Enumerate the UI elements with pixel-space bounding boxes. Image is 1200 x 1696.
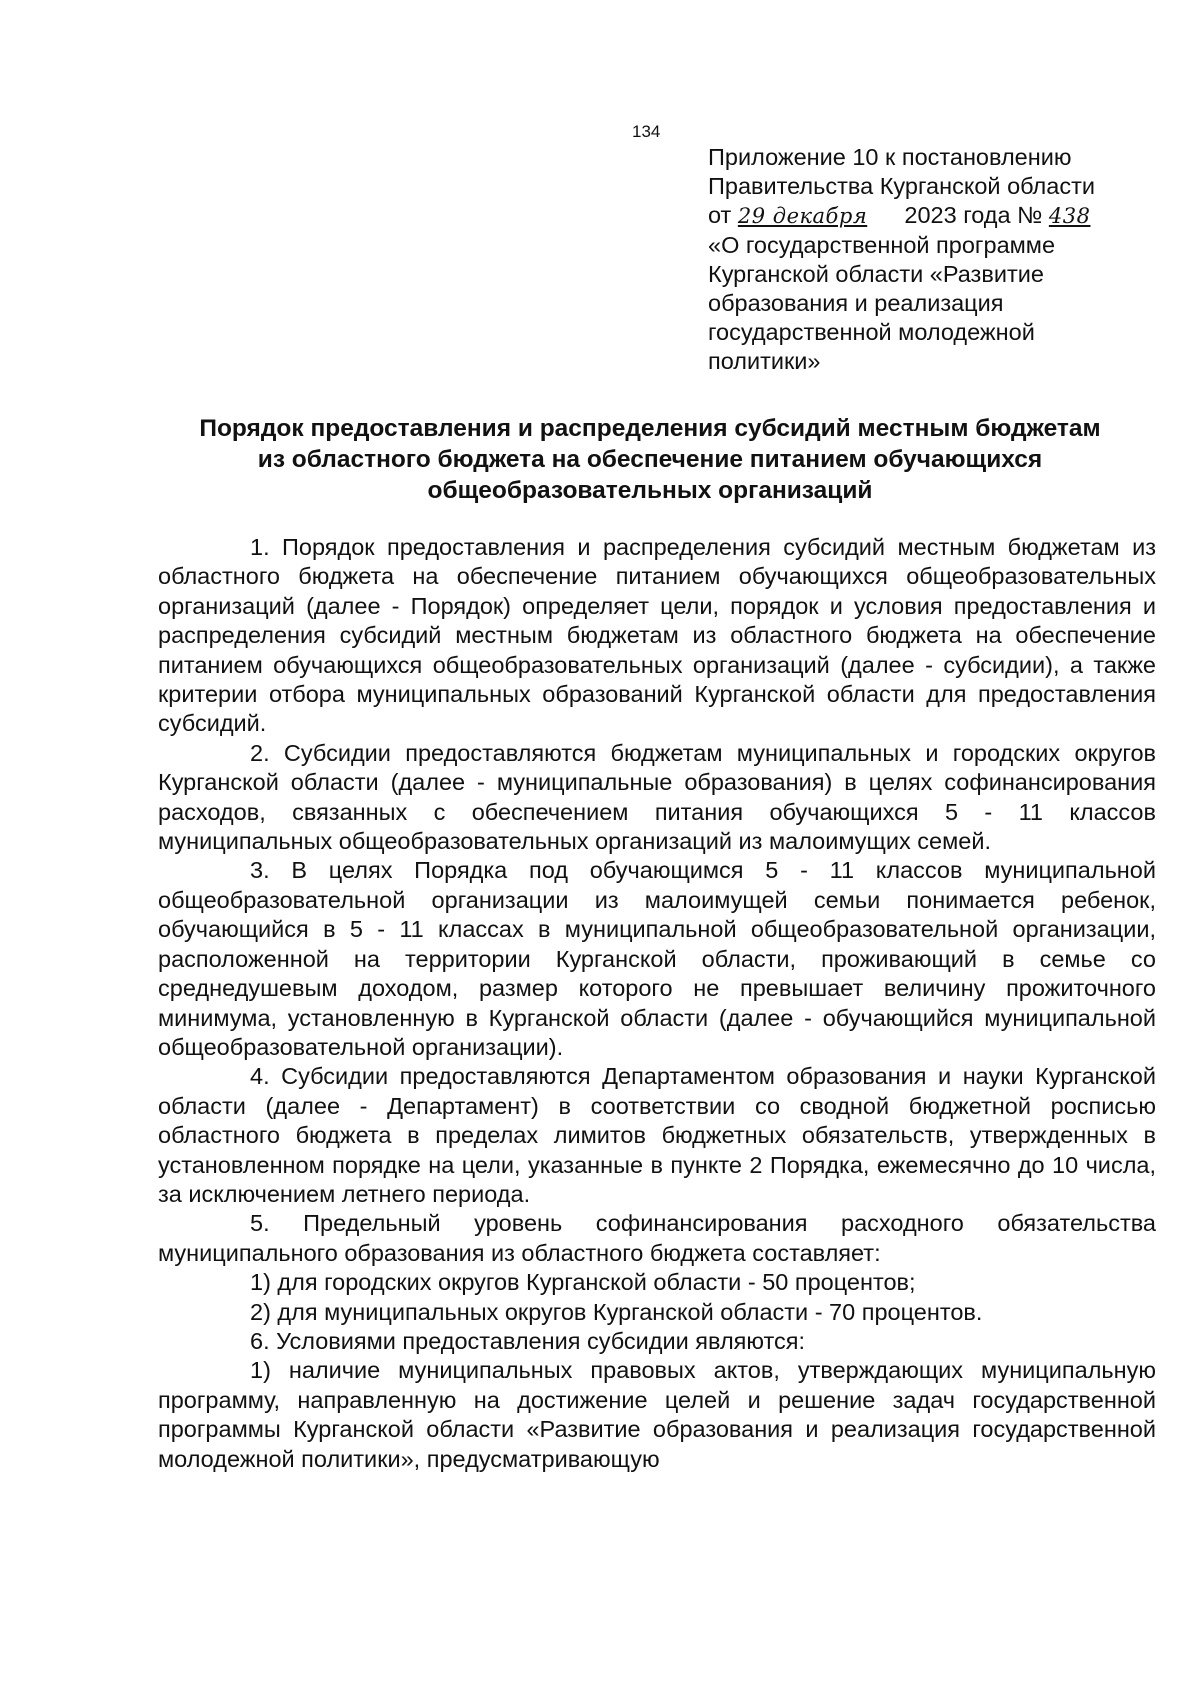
paragraph-2: 2. Субсидии предоставляются бюджетам муниципальных и городских округов Курганской области (далее - муниципальные образования) в целях софинансирования расходов, связанных с обеспечением питания обучающихся 5 - 11 классов муниципальных общеобразовательных организаций из малоимущих семей. xyxy=(158,739,1156,855)
approval-line: Курганской области «Развитие xyxy=(708,261,1044,287)
title-line: Порядок предоставления и распределения субсидий местным бюджетам xyxy=(199,415,1101,442)
approval-block xyxy=(708,143,1168,376)
paragraph-5-item-1: 1) для городских округов Курганской области - 50 процентов; xyxy=(250,1269,916,1296)
paragraph-5-item-2: 2) для муниципальных округов Курганской области - 70 процентов. xyxy=(250,1298,983,1325)
paragraph-5: 5. Предельный уровень софинансирования расходного обязательства муниципального образования из областного бюджета составляет: xyxy=(158,1210,1156,1266)
approval-line: политики» xyxy=(708,348,821,374)
paragraph-4: 4. Субсидии предоставляются Департаментом образования и науки Курганской области (далее - Департамент) в соответствии со сводной бюджетной росписью областного бюджета в пределах лимитов бюджетных обязательств, утвержденных в установленном порядке на цели, указанные в пункте 2 Порядка, ежемесячно до 10 числа, за исключением летнего периода. xyxy=(158,1063,1156,1207)
document-title xyxy=(150,413,1150,506)
approval-line: Приложение 10 к постановлению xyxy=(708,144,1072,170)
paragraph-6: 6. Условиями предоставления субсидии являются: xyxy=(250,1327,806,1354)
approval-from-label: от xyxy=(708,202,732,228)
title-line: из областного бюджета на обеспечение питанием обучающихся xyxy=(257,446,1043,473)
paragraph-1: 1. Порядок предоставления и распределения субсидий местным бюджетам из областного бюджета на обеспечение питанием обучающихся общеобразовательных организаций (далее - Порядок) определяет цели, порядок и условия предоставления и распределения субсидий местным бюджетам из областного бюджета на обеспечение питанием обучающихся общеобразовательных организаций (далее - субсидии), а также критерии отбора муниципальных образований Курганской области для предоставления субсидий. xyxy=(158,534,1156,737)
approval-year-label: 2023 года № xyxy=(904,202,1043,228)
title-line: общеобразовательных организаций xyxy=(427,477,873,504)
page-number: 134 xyxy=(632,122,661,141)
approval-line: государственной молодежной xyxy=(708,319,1035,345)
handwritten-date: 29 декабря xyxy=(737,204,868,228)
approval-date-line xyxy=(708,201,1168,231)
paragraph-3: 3. В целях Порядка под обучающимся 5 - 11 классов муниципальной общеобразовательной организации из малоимущей семьи понимается ребенок, обучающийся в 5 - 11 классах в муниципальной общеобразовательной организации, расположенной на территории Курганской области, проживающий в семье со среднедушевым доходом, размер которого не превышает величину прожиточного минимума, установленную в Курганской области (далее - обучающийся муниципальной общеобразовательной организации). xyxy=(158,857,1156,1060)
handwritten-number: 438 xyxy=(1048,204,1091,228)
approval-line: образования и реализация xyxy=(708,290,1004,316)
approval-line: «О государственной программе xyxy=(708,232,1056,258)
paragraph-6-item-1: 1) наличие муниципальных правовых актов, утверждающих муниципальную программу, направленную на достижение целей и решение задач государственной программы Курганской области «Развитие образования и реализация государственной молодежной политики», предусматривающую xyxy=(158,1357,1156,1472)
approval-line: Правительства Курганской области xyxy=(708,173,1095,199)
document-body xyxy=(158,533,1156,1474)
